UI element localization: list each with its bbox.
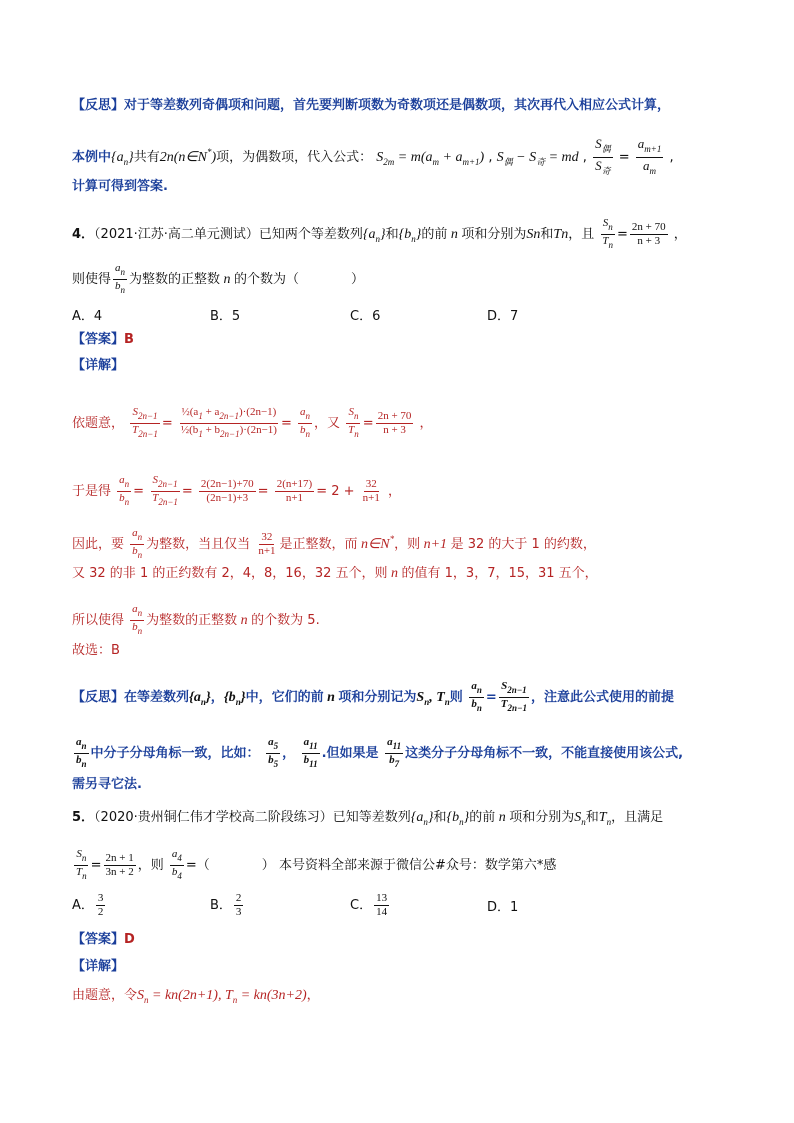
question-5-stem-line-2: $\frac{S_n}{T_n}$ = $\frac{2n + 1}{3n + 2}$ ，则 $\frac{a_4}{b_4}$ =（ ） 本号资料全部来源于微信公#众号：数学第六*感 bbox=[76, 848, 557, 881]
reflection-tag: 【反思】 bbox=[72, 690, 125, 705]
question-5-stem: 5．（2020·贵州铜仁伟才学校高二阶段练习）已知等差数列$\{a_n\}$和$\{b_n\}$的前 n 项和分别为$S_n$和$T_n$，且满足 bbox=[72, 810, 664, 827]
choice-a: A．4 bbox=[72, 309, 103, 324]
question-source: （2021·江苏·高二单元测试） bbox=[94, 227, 259, 242]
answer-line bbox=[72, 330, 134, 350]
answer-tag: 【答案】 bbox=[72, 932, 125, 947]
answer-value: B bbox=[124, 332, 134, 347]
question-number: 4． bbox=[72, 227, 95, 242]
answer-value: D bbox=[124, 932, 135, 947]
question-number: 5． bbox=[72, 810, 95, 825]
reflection-2-line-2: $\frac{a_n}{b_n}$ 中分子分母角标一致，比如： $\frac{a_5}{b_5}$ ， $\frac{a_{11}}{b_{11}}$ .但如果是 $\frac{a_{11}}{b_7}$ 这类分子分母角标不一致，不能直接使用该公式, bbox=[76, 736, 684, 769]
question-source: （2020·贵州铜仁伟才学校高二阶段练习） bbox=[94, 810, 333, 825]
reflection-1-line-1 bbox=[72, 96, 670, 116]
reflection-text: 对于等差数列奇偶项和问题，首先要判断项数为奇数项还是偶数项，其次再代入相应公式计算， bbox=[124, 98, 671, 113]
solution-step-1: 依题意， $\frac{S_{2n-1}}{T_{2n-1}}$ = $\frac{\frac{1}{2}(a_1 + a_{2n-1})\cdot(2n-1)}{\frac{1}{2}(b_1 + b_{2n-1})\cdot(2n-1)}$ = $\frac{a_n}{b_n}$ ，又 $\frac{S_n}{T_n}$ = $\frac{2n + 70}{n + 3}$ ， bbox=[72, 406, 433, 439]
math-formula-s2m: $S_{2m} = m(a_m + a_{m+1})$ bbox=[376, 150, 485, 167]
reflection-tag: 【反思】 bbox=[72, 98, 125, 113]
math-formula-diff: $S_偶 - S_奇$ = md bbox=[496, 150, 579, 167]
choice-d: D．1 bbox=[487, 900, 519, 915]
solution-step-2: 于是得 $\frac{a_n}{b_n}$ = $\frac{S_{2n-1}}{T_{2n-1}}$ = $\frac{2(2n-1)+70}{(2n-1)+3}$ = $\frac{2(n+17)}{n+1}$ = 2 + $\frac{32}{n+1}$ ， bbox=[72, 474, 402, 507]
reflection-1-line-2: 本例中$\{a_n\}$共有2n(n∈N*)项，为偶数项，代入公式： $S_{2m} = m(a_m + a_{m+1})$ , $S_偶 - S_奇$ = md , $\frac{S_偶}{S_奇}$ = $\frac{a_{m+1}}{a_m}$ , bbox=[72, 136, 674, 179]
choice-a: A． $\frac{3}{2}$ bbox=[72, 892, 104, 918]
choose-line: 故选：B bbox=[72, 643, 120, 658]
math-formula-ratio: $\frac{S_偶}{S_奇}$ bbox=[595, 136, 611, 176]
math-an-set: $\{a_n\}$ bbox=[111, 150, 134, 167]
answer-line bbox=[72, 930, 135, 950]
solution-step-4: 又 32 的非 1 的正约数有 2，4，8，16，32 五个，则 n 的值有 1，3，7，15，31 五个， bbox=[72, 566, 598, 581]
watermark-text: 本号资料全部来源于微信公#众号：数学第六*感 bbox=[278, 858, 557, 873]
choice-b: B． $\frac{2}{3}$ bbox=[210, 892, 242, 918]
detail-tag: 【详解】 bbox=[72, 959, 125, 974]
reflection-2-line-3: 需另寻它法. bbox=[72, 777, 142, 792]
detail-tag: 【详解】 bbox=[72, 358, 125, 373]
reflection-1-line-3: 计算可得到答案. bbox=[72, 179, 168, 194]
choice-c: C．6 bbox=[350, 309, 381, 324]
choice-d: D．7 bbox=[487, 309, 519, 324]
answer-tag: 【答案】 bbox=[72, 332, 125, 347]
question-4-stem: 4．（2021·江苏·高二单元测试）已知两个等差数列$\{a_n\}$和$\{b_n\}$的前 n 项和分别为Sn和Tn，且 $\frac{S_n}{T_n}$ = $\frac{2n + 70}{n + 3}$ ， bbox=[72, 217, 687, 250]
solution-step-5: 所以使得 $\frac{a_n}{b_n}$ 为整数的正整数 n 的个数为 5. bbox=[72, 603, 320, 636]
reflection-2-line-1: 【反思】在等差数列$\{a_n\}$，$\{b_n\}$中，它们的前 n 项和分别记为$S_n$, $T_n$则 $\frac{a_n}{b_n}$ = $\frac{S_{2n-1}}{T_{2n-1}}$ ，注意此公式使用的前提 bbox=[72, 680, 674, 713]
question-4-stem-line-2: 则使得 $\frac{a_n}{b_n}$ 为整数的正整数 n 的个数为（ ） bbox=[72, 262, 365, 295]
choice-c: C． $\frac{13}{14}$ bbox=[350, 892, 388, 918]
choice-b: B．5 bbox=[210, 309, 241, 324]
math-2n: 2n(n∈N*) bbox=[159, 147, 217, 165]
solution-step-3: 因此，要 $\frac{a_n}{b_n}$ 为整数，当且仅当 $\frac{32}{n+1}$ 是正整数，而 n∈N*，则 n+1 是 32 的大于 1 的约数， bbox=[72, 527, 596, 560]
solution-step-1: 由题意，令$S_n = kn(2n+1)$, $T_n = kn(3n+2)$， bbox=[72, 988, 320, 1005]
